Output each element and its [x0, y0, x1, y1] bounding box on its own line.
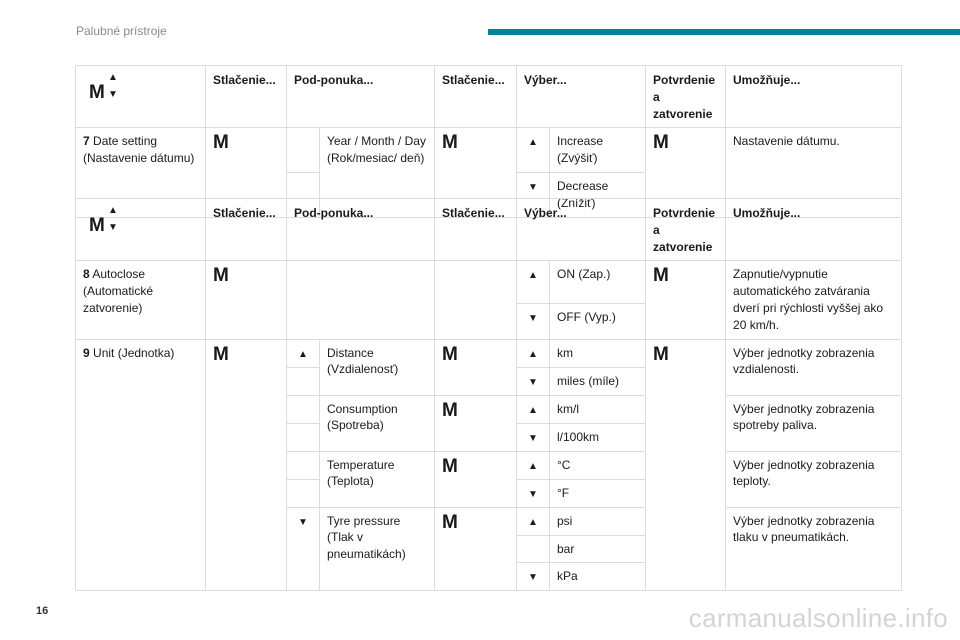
- up-arrow-icon: ▲: [528, 137, 538, 149]
- date-setting-table: [75, 65, 902, 218]
- up-arrow-cell: [517, 261, 550, 303]
- option-cell: psi: [550, 507, 646, 535]
- description-cell: Výber jednotky zobrazenia vzdialenosti.: [726, 339, 902, 395]
- col-press-2: Stlačenie...: [435, 66, 517, 128]
- description-cell: Výber jednotky zobrazenia spotreby paliva.: [726, 395, 902, 451]
- m-button-icon: M: [213, 265, 229, 287]
- empty-arrow-cell: [287, 451, 320, 479]
- col-confirm: Potvrdenie a zatvorenie: [646, 199, 726, 261]
- option-cell: ON (Zap.): [550, 261, 646, 303]
- m-button-cell: [435, 339, 517, 395]
- submenu-cell: Year / Month / Day (Rok/mesiac/ deň): [320, 128, 435, 217]
- empty-arrow-cell: [287, 367, 320, 395]
- col-select: Výber...: [517, 66, 646, 128]
- option-cell: °F: [550, 479, 646, 507]
- page-number: 16: [36, 605, 49, 617]
- empty-arrow-cell: [287, 395, 320, 423]
- submenu-cell: Distance (Vzdialenosť): [320, 339, 435, 395]
- m-up-down-icon-cell: [76, 66, 206, 128]
- option-cell: Increase (Zvýšiť): [550, 128, 646, 173]
- up-arrow-cell: [287, 339, 320, 367]
- page-header-title: Palubné prístroje: [76, 24, 167, 38]
- m-button-cell: [206, 261, 287, 339]
- m-up-down-icon-cell: [76, 199, 206, 261]
- m-button-cell: [206, 339, 287, 591]
- row-label: 8 Autoclose (Automatické zatvorenie): [76, 261, 206, 339]
- empty-arrow-cell: [287, 479, 320, 507]
- empty-submenu-cell: [287, 261, 435, 339]
- m-button-icon: M: [653, 265, 669, 287]
- option-cell: km: [550, 339, 646, 367]
- down-arrow-cell: [517, 423, 550, 451]
- description-cell: Nastavenie dátumu.: [726, 128, 902, 217]
- option-cell: l/100km: [550, 423, 646, 451]
- m-button-icon: M: [442, 399, 458, 421]
- submenu-cell: Tyre pressure (Tlak v pneumatikách): [320, 507, 435, 591]
- header-accent-bar: [488, 29, 960, 35]
- col-submenu: Pod-ponuka...: [287, 66, 435, 128]
- m-button-cell: [435, 395, 517, 451]
- up-arrow-icon: ▲: [298, 348, 308, 360]
- up-arrow-cell: [517, 451, 550, 479]
- up-arrow-cell: [517, 507, 550, 535]
- col-press: Stlačenie...: [206, 66, 287, 128]
- row-label: 9 Unit (Jednotka): [76, 339, 206, 591]
- empty-arrow-cell: [287, 423, 320, 451]
- up-arrow-icon: ▲: [528, 404, 538, 416]
- option-cell: OFF (Vyp.): [550, 303, 646, 339]
- table-header-row: [76, 199, 902, 261]
- m-up-down-icon: M ▲ ▼: [89, 205, 118, 236]
- col-select: Výber...: [517, 199, 646, 261]
- m-button-icon: M: [442, 455, 458, 477]
- m-button-cell: [646, 261, 726, 339]
- down-arrow-icon: ▼: [528, 432, 538, 444]
- up-arrow-icon: ▲: [528, 516, 538, 528]
- up-arrow-icon: ▲: [528, 460, 538, 472]
- down-arrow-icon: ▼: [528, 181, 538, 193]
- table-row: [76, 261, 902, 303]
- col-allows: Umožňuje...: [726, 66, 902, 128]
- down-arrow-cell: [517, 563, 550, 591]
- col-confirm: Potvrdenie a zatvorenie: [646, 66, 726, 128]
- option-cell: bar: [550, 535, 646, 563]
- m-button-icon: M: [653, 132, 669, 154]
- down-arrow-cell: [517, 367, 550, 395]
- m-button-cell: [646, 339, 726, 591]
- table-row: [76, 339, 902, 367]
- down-arrow-cell: [287, 507, 320, 591]
- description-cell: Výber jednotky zobrazenia teploty.: [726, 451, 902, 507]
- option-cell: °C: [550, 451, 646, 479]
- empty-press-cell: [435, 261, 517, 339]
- up-arrow-cell: [517, 395, 550, 423]
- col-press: Stlačenie...: [206, 199, 287, 261]
- up-arrow-cell: [517, 339, 550, 367]
- down-arrow-icon: ▼: [298, 516, 308, 528]
- col-press-2: Stlačenie...: [435, 199, 517, 261]
- m-button-icon: M: [653, 343, 669, 365]
- up-arrow-cell: [517, 128, 550, 173]
- option-cell: Decrease (Znížiť): [550, 172, 646, 217]
- option-cell: miles (míle): [550, 367, 646, 395]
- up-arrow-icon: ▲: [528, 270, 538, 282]
- table-header-row: [76, 66, 902, 128]
- description-cell: Výber jednotky zobrazenia tlaku v pneumatikách.: [726, 507, 902, 591]
- empty-arrow-cell: [287, 128, 320, 173]
- down-arrow-icon: ▼: [528, 376, 538, 388]
- down-arrow-cell: [517, 303, 550, 339]
- down-arrow-icon: ▼: [528, 572, 538, 584]
- m-button-icon: M: [442, 343, 458, 365]
- submenu-cell: Temperature (Teplota): [320, 451, 435, 507]
- empty-arrow-cell: [517, 535, 550, 563]
- down-arrow-icon: ▼: [528, 488, 538, 500]
- option-cell: km/l: [550, 395, 646, 423]
- m-button-icon: M: [213, 132, 229, 154]
- col-allows: Umožňuje...: [726, 199, 902, 261]
- down-arrow-cell: [517, 479, 550, 507]
- m-button-icon: M: [442, 511, 458, 533]
- description-cell: Zapnutie/vypnutie automatického zatvárania dverí pri rýchlosti vyššej ako 20 km/h.: [726, 261, 902, 339]
- watermark: carmanualsonline.info: [688, 603, 948, 633]
- autoclose-unit-table: [75, 198, 902, 591]
- m-button-cell: [435, 507, 517, 591]
- up-arrow-icon: ▲: [528, 348, 538, 360]
- m-button-icon: M: [442, 132, 458, 154]
- m-button-icon: M: [213, 343, 229, 365]
- submenu-cell: Consumption (Spotreba): [320, 395, 435, 451]
- down-arrow-icon: ▼: [528, 312, 538, 324]
- m-up-down-icon: M ▲ ▼: [89, 72, 118, 103]
- col-submenu: Pod-ponuka...: [287, 199, 435, 261]
- row-label: 7 Date setting (Nastavenie dátumu): [76, 128, 206, 217]
- option-cell: kPa: [550, 563, 646, 591]
- m-button-cell: [435, 451, 517, 507]
- table-row: [76, 128, 902, 173]
